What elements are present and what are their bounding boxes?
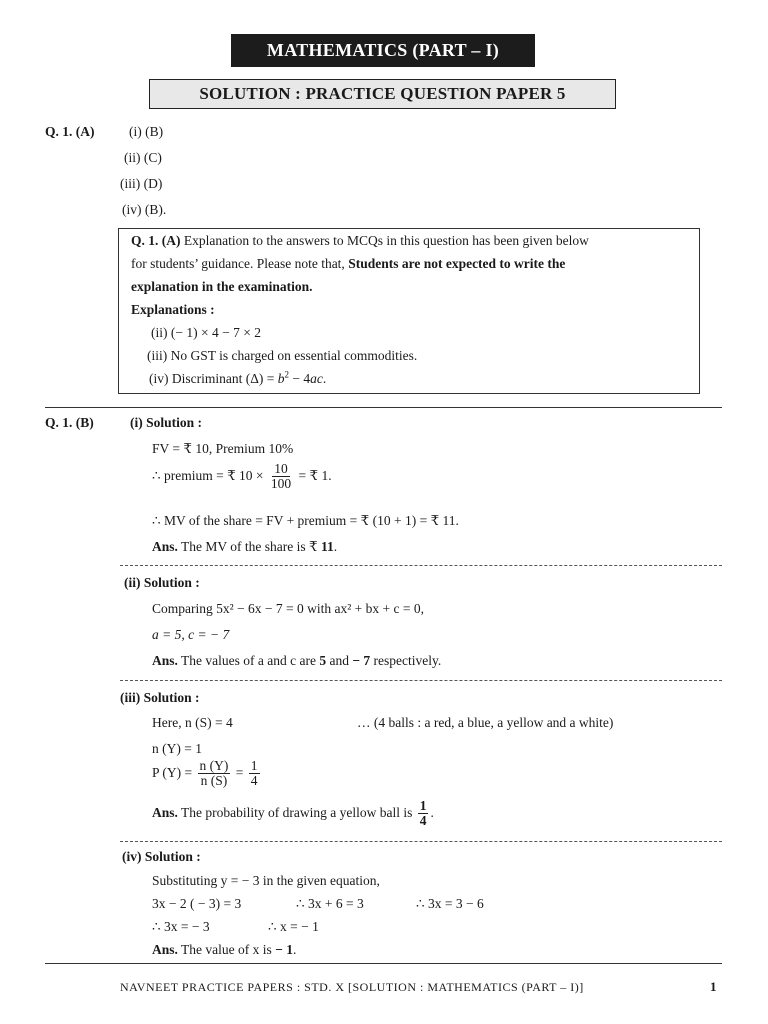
q1b-ii-answer: Ans. The values of a and c are 5 and − 7 respectively. (152, 653, 442, 668)
q1b-i-line-1: FV = ₹ 10, Premium 10% (152, 441, 294, 456)
dashed-divider (120, 841, 722, 842)
q1b-iv-heading: (iv) Solution : (122, 849, 201, 864)
q1b-iv-line-1: Substituting y = − 3 in the given equation, (152, 873, 380, 888)
footer-text: NAVNEET PRACTICE PAPERS : STD. X [SOLUTION : MATHEMATICS (PART – I)] (120, 980, 584, 994)
q1b-iv-line-3a: ∴ 3x = − 3 (152, 919, 210, 934)
q1b-iv-line-3b: ∴ x = − 1 (268, 919, 319, 934)
note-line-2: for students’ guidance. Please note that, Students are not expected to write the (131, 256, 566, 271)
q1a-label: Q. 1. (A) (45, 124, 95, 139)
q1b-ii-heading: (ii) Solution : (124, 575, 200, 590)
page-number: 1 (710, 979, 717, 994)
q1b-iii-answer: Ans. The probability of drawing a yellow ball is $\frac{1}{4}$ . (152, 798, 434, 829)
note-line-3: explanation in the examination. (131, 279, 313, 294)
q1b-label: Q. 1. (B) (45, 415, 94, 430)
dashed-divider (120, 680, 722, 681)
explanation-iii: (iii) No GST is charged on essential commodities. (147, 348, 418, 363)
page-title: MATHEMATICS (PART – I) (231, 34, 535, 67)
q1b-i-answer: Ans. The MV of the share is ₹ 11. (152, 539, 338, 554)
q1b-iv-line-2c: ∴ 3x = 3 − 6 (416, 896, 484, 911)
footer-divider (45, 963, 722, 964)
q1b-iii-line-1-note: … (4 balls : a red, a blue, a yellow and a white) (357, 715, 614, 730)
q1b-iii-line-3: P (Y) = $\frac{n (Y)}{n (S)}$ = $\frac{1}{4}$ (152, 758, 258, 789)
q1b-iii-line-2: n (Y) = 1 (152, 741, 202, 756)
q1b-iii-line-1: Here, n (S) = 4 (152, 715, 233, 730)
explanation-iv: (iv) Discriminant $(\Delta) = b^2 - 4ac$. (149, 369, 327, 386)
q1a-answer-2: (ii) (C) (124, 150, 162, 165)
q1a-answer-3: (iii) (D) (120, 176, 163, 191)
q1b-iv-line-2b: ∴ 3x + 6 = 3 (296, 896, 364, 911)
explanations-heading: Explanations : (131, 302, 215, 317)
q1b-i-line-3: ∴ MV of the share = FV + premium = ₹ (10 + 1) = ₹ 11. (152, 513, 459, 528)
explanation-box (118, 228, 700, 394)
dashed-divider (120, 565, 722, 566)
page-subtitle: SOLUTION : PRACTICE QUESTION PAPER 5 (149, 79, 616, 109)
section-divider (45, 407, 722, 408)
q1b-i-heading: (i) Solution : (130, 415, 203, 430)
q1b-ii-line-1: Comparing 5x² − 6x − 7 = 0 with ax² + bx + c = 0, (152, 601, 425, 616)
explanation-ii: (ii) (− 1) × 4 − 7 × 2 (151, 325, 261, 340)
q1b-i-line-2: ∴ premium = ₹ 10 × $\frac{10}{100}$ = ₹ 1. (152, 461, 332, 492)
q1b-iv-answer: Ans. The value of x is − 1. (152, 942, 297, 957)
q1b-iii-heading: (iii) Solution : (120, 690, 200, 705)
q1b-ii-line-2: a = 5, c = − 7 (152, 627, 230, 642)
q1b-iv-line-2a: 3x − 2 ( − 3) = 3 (152, 896, 242, 911)
note-line-1: Q. 1. (A) Explanation to the answers to MCQs in this question has been given below (131, 233, 589, 248)
q1a-answer-1: (i) (B) (129, 124, 164, 139)
q1a-answer-4: (iv) (B). (122, 202, 167, 217)
